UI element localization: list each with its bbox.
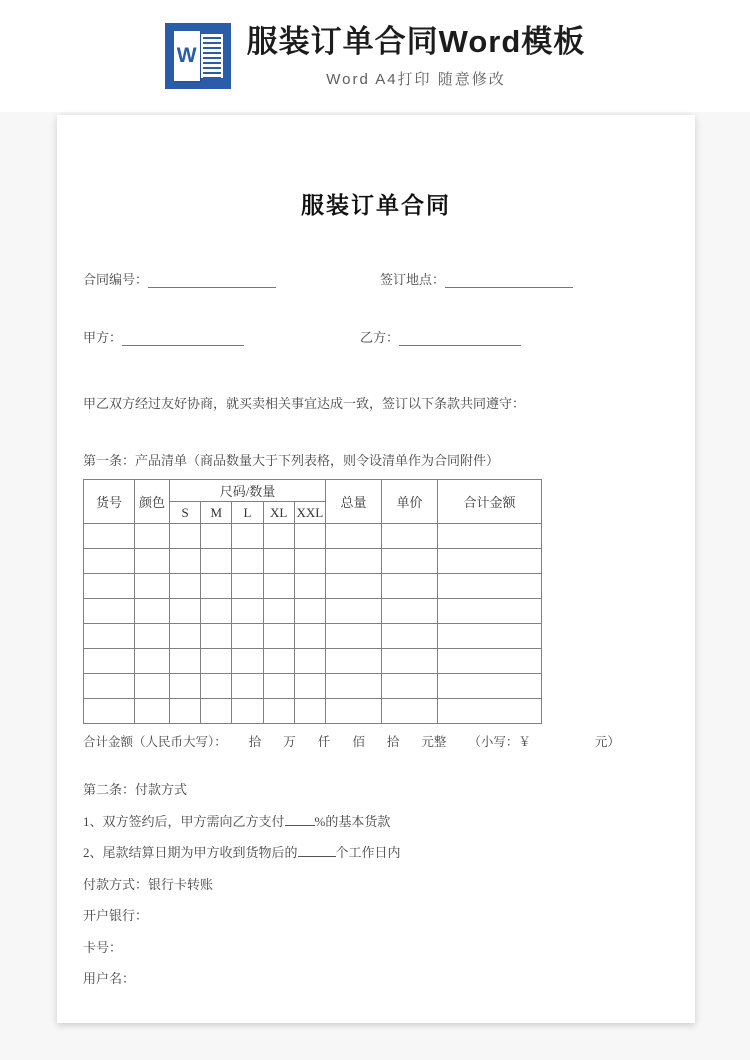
table-cell[interactable] xyxy=(232,624,263,649)
card-number-line[interactable]: 卡号： xyxy=(83,939,123,955)
field-blank-party-b[interactable] xyxy=(399,332,521,346)
table-cell[interactable] xyxy=(201,524,232,549)
clause-2-item-1-text-a: 1、双方签约后，甲方需向乙方支付 xyxy=(83,813,285,829)
table-cell[interactable] xyxy=(294,524,325,549)
table-cell[interactable] xyxy=(135,549,170,574)
table-cell[interactable] xyxy=(438,599,542,624)
table-cell[interactable] xyxy=(326,674,382,699)
table-cell[interactable] xyxy=(382,549,438,574)
word-icon-letter: W xyxy=(176,44,197,67)
table-cell[interactable] xyxy=(438,699,542,724)
table-row xyxy=(84,649,542,674)
header-size-l: L xyxy=(232,502,263,524)
table-cell[interactable] xyxy=(263,649,294,674)
table-cell[interactable] xyxy=(263,574,294,599)
table-cell[interactable] xyxy=(170,649,201,674)
table-cell[interactable] xyxy=(326,549,382,574)
table-cell[interactable] xyxy=(84,599,135,624)
header-size-s: S xyxy=(170,502,201,524)
table-cell[interactable] xyxy=(326,599,382,624)
table-row xyxy=(84,549,542,574)
intro-paragraph: 甲乙双方经过友好协商，就买卖相关事宜达成一致，签订以下条款共同遵守： xyxy=(83,396,526,411)
table-cell[interactable] xyxy=(201,574,232,599)
field-label-contract-number: 合同编号： xyxy=(83,272,149,287)
table-cell[interactable] xyxy=(326,524,382,549)
header-size-m: M xyxy=(201,502,232,524)
total-small-open: （小写：￥ xyxy=(468,735,531,749)
table-cell[interactable] xyxy=(135,699,170,724)
table-row xyxy=(84,599,542,624)
table-cell[interactable] xyxy=(294,699,325,724)
table-cell[interactable] xyxy=(326,574,382,599)
field-blank-party-a[interactable] xyxy=(122,332,244,346)
table-cell[interactable] xyxy=(382,699,438,724)
table-cell[interactable] xyxy=(294,624,325,649)
promo-header-band xyxy=(0,0,750,112)
table-cell[interactable] xyxy=(170,574,201,599)
field-label-party-b: 乙方： xyxy=(360,330,400,345)
table-cell[interactable] xyxy=(294,549,325,574)
clause-1-title: 第一条：产品清单（商品数量大于下列表格，则令设清单作为合同附件） xyxy=(83,452,500,468)
table-cell[interactable] xyxy=(263,624,294,649)
table-cell[interactable] xyxy=(170,674,201,699)
promo-subtitle: Word A4打印 随意修改 xyxy=(326,70,506,88)
field-contract-number[interactable] xyxy=(83,269,380,288)
table-cell[interactable] xyxy=(294,574,325,599)
table-row xyxy=(84,699,542,724)
table-cell[interactable] xyxy=(135,624,170,649)
total-unit-wan: 万 xyxy=(283,735,296,749)
table-cell[interactable] xyxy=(201,674,232,699)
table-cell[interactable] xyxy=(438,674,542,699)
header-size-quantity: 尺码/数量 xyxy=(170,480,326,502)
account-name-line[interactable]: 用户名： xyxy=(83,971,136,986)
table-cell[interactable] xyxy=(326,649,382,674)
table-cell[interactable] xyxy=(84,624,135,649)
table-cell[interactable] xyxy=(170,624,201,649)
table-cell[interactable] xyxy=(382,574,438,599)
table-cell[interactable] xyxy=(438,549,542,574)
table-cell[interactable] xyxy=(294,649,325,674)
field-party-a[interactable] xyxy=(83,327,360,346)
total-unit-bai: 佰 xyxy=(352,735,365,749)
table-cell[interactable] xyxy=(84,674,135,699)
document-body xyxy=(57,262,695,989)
total-unit-qian: 仟 xyxy=(317,735,331,749)
table-row xyxy=(84,674,542,699)
table-cell[interactable] xyxy=(232,524,263,549)
promo-header-content xyxy=(165,23,586,89)
clause-2-item-1-blank[interactable] xyxy=(285,813,315,826)
table-cell[interactable] xyxy=(438,649,542,674)
table-cell[interactable] xyxy=(84,574,135,599)
payment-method-line: 付款方式：银行卡转账 xyxy=(83,876,214,892)
table-cell[interactable] xyxy=(232,574,263,599)
total-unit-shi: 拾 xyxy=(386,735,400,749)
table-cell[interactable] xyxy=(263,549,294,574)
table-cell[interactable] xyxy=(438,624,542,649)
header-total-amount: 合计金额 xyxy=(438,480,542,524)
table-cell[interactable] xyxy=(135,599,170,624)
clause-2-title: 第二条：付款方式 xyxy=(83,782,188,797)
field-signing-location[interactable] xyxy=(380,269,573,288)
total-unit-shi-wan: 拾 xyxy=(248,735,262,749)
table-cell[interactable] xyxy=(201,649,232,674)
table-cell[interactable] xyxy=(382,624,438,649)
field-row-party-a-b xyxy=(83,320,669,346)
clause-2-item-2-blank[interactable] xyxy=(298,844,336,857)
table-cell[interactable] xyxy=(263,524,294,549)
promo-title: 服装订单合同Word模板 xyxy=(246,24,586,60)
promo-text-group xyxy=(247,23,586,88)
table-cell[interactable] xyxy=(232,699,263,724)
table-cell[interactable] xyxy=(84,549,135,574)
header-color: 颜色 xyxy=(135,480,170,524)
table-cell[interactable] xyxy=(170,599,201,624)
table-cell[interactable] xyxy=(201,599,232,624)
table-cell[interactable] xyxy=(382,674,438,699)
table-cell[interactable] xyxy=(201,699,232,724)
table-cell[interactable] xyxy=(84,524,135,549)
document-title: 服装订单合同 xyxy=(301,193,451,218)
header-unit-price: 单价 xyxy=(382,480,438,524)
table-cell[interactable] xyxy=(294,599,325,624)
table-cell[interactable] xyxy=(170,699,201,724)
table-cell[interactable] xyxy=(382,599,438,624)
clause-2-item-2-text-b: 个工作日内 xyxy=(335,845,401,860)
field-blank-signing-location[interactable] xyxy=(445,274,573,288)
table-row xyxy=(84,524,542,549)
product-table-body xyxy=(84,480,542,524)
total-small-close: 元） xyxy=(594,735,620,749)
table-cell[interactable] xyxy=(201,549,232,574)
table-cell[interactable] xyxy=(263,674,294,699)
word-app-icon xyxy=(165,23,231,89)
table-cell[interactable] xyxy=(263,599,294,624)
product-list-table xyxy=(83,479,542,724)
field-row-contract-location xyxy=(83,262,669,288)
field-label-signing-location: 签订地点： xyxy=(380,272,446,287)
table-cell[interactable] xyxy=(326,699,382,724)
table-header-row-1 xyxy=(84,480,542,502)
table-cell[interactable] xyxy=(294,674,325,699)
header-item-no: 货号 xyxy=(84,480,135,524)
document-page xyxy=(57,115,695,1023)
table-cell[interactable] xyxy=(84,699,135,724)
table-cell[interactable] xyxy=(135,574,170,599)
table-cell[interactable] xyxy=(232,649,263,674)
header-size-xxl: XXL xyxy=(294,502,325,524)
table-row xyxy=(84,574,542,599)
table-cell[interactable] xyxy=(232,599,263,624)
product-table-data-rows xyxy=(84,524,542,724)
clause-2-item-1 xyxy=(83,812,669,832)
table-cell[interactable] xyxy=(232,549,263,574)
total-amount-row xyxy=(83,732,669,750)
clause-2-item-1-text-b: %的基本货款 xyxy=(314,813,391,829)
table-cell[interactable] xyxy=(382,649,438,674)
table-cell[interactable] xyxy=(135,674,170,699)
field-blank-contract-number[interactable] xyxy=(148,274,276,288)
table-cell[interactable] xyxy=(382,524,438,549)
table-cell[interactable] xyxy=(326,624,382,649)
table-cell[interactable] xyxy=(438,574,542,599)
table-cell[interactable] xyxy=(170,549,201,574)
bank-name-line[interactable]: 开户银行： xyxy=(83,908,149,923)
header-total-quantity: 总量 xyxy=(326,480,382,524)
table-cell[interactable] xyxy=(170,524,201,549)
table-row xyxy=(84,624,542,649)
table-cell[interactable] xyxy=(135,649,170,674)
word-icon-text-lines xyxy=(201,34,223,78)
clause-2-item-2-text-a: 2、尾款结算日期为甲方收到货物后的 xyxy=(83,845,298,860)
table-cell[interactable] xyxy=(438,524,542,549)
field-party-b[interactable] xyxy=(360,327,521,346)
total-unit-yuan: 元整 xyxy=(421,735,447,749)
table-cell[interactable] xyxy=(84,649,135,674)
table-cell[interactable] xyxy=(135,524,170,549)
header-size-xl: XL xyxy=(263,502,294,524)
field-label-party-a: 甲方： xyxy=(83,330,123,345)
table-cell[interactable] xyxy=(232,674,263,699)
table-cell[interactable] xyxy=(201,624,232,649)
clause-2-item-2 xyxy=(83,843,669,863)
table-cell[interactable] xyxy=(263,699,294,724)
total-amount-label: 合计金额（人民币大写）： xyxy=(83,735,227,749)
